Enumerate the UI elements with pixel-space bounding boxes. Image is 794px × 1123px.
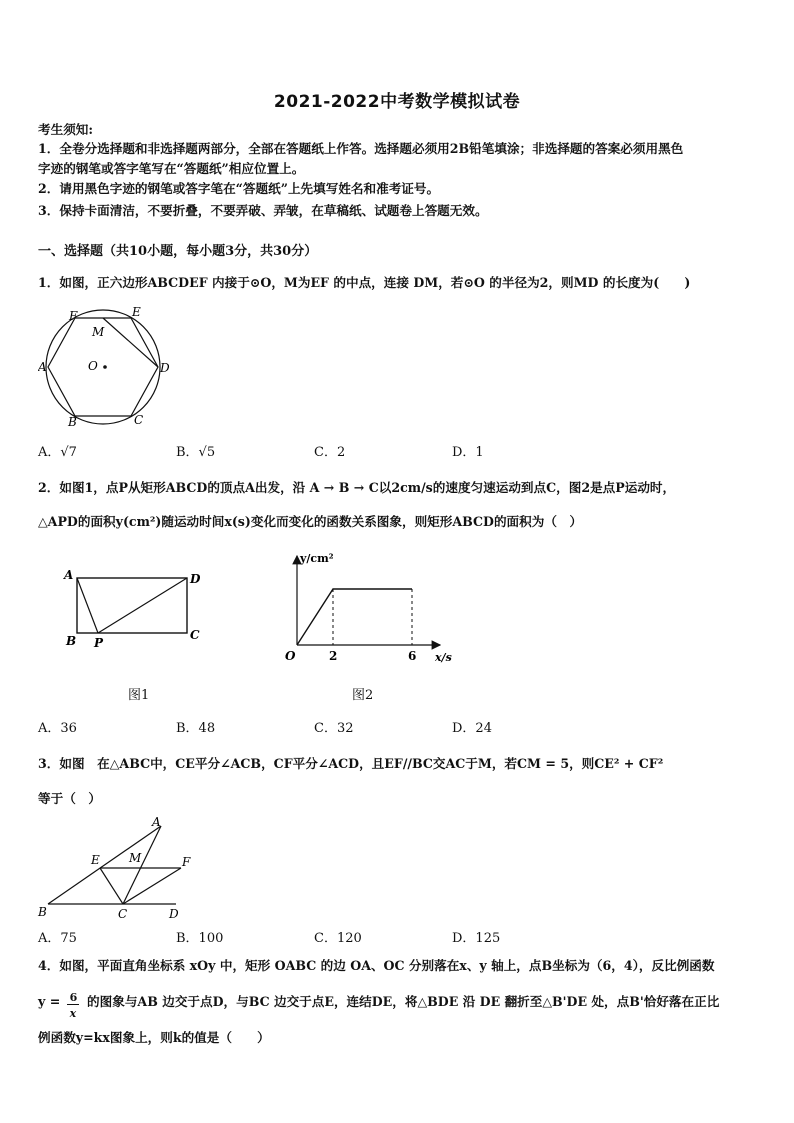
segment-EC — [100, 868, 123, 904]
label-O: O — [88, 359, 98, 373]
q4-stem-line2 — [38, 990, 720, 1020]
label-F: F — [69, 309, 78, 323]
notice-item-2: 2．请用黑色字迹的钢笔或答字笔在“答题纸”上先填写姓名和准考证号。 — [38, 181, 440, 196]
q1-choice-c[interactable]: C．2 — [314, 445, 346, 460]
label-A: A — [38, 360, 47, 374]
q3-label-M: M — [129, 851, 142, 865]
q4-frac-num: 6 — [69, 990, 78, 1004]
q2-choice-d[interactable]: D．24 — [452, 721, 492, 736]
q3-stem-line1: 3．如图 在△ABC中，CE平分∠ACB，CF平分∠ACD，且EF//BC交AC于M，若CM = 5，则CE² + CF² — [38, 756, 664, 771]
q3-stem-line2: 等于（ ） — [38, 791, 101, 806]
q4-frac-den: x — [69, 1006, 77, 1020]
q3-label-E: E — [91, 853, 100, 867]
tick-6: 6 — [408, 649, 417, 663]
page-title: 2021-2022中考数学模拟试卷 — [273, 92, 521, 112]
q2-figure1 — [60, 565, 210, 655]
q3-figure — [36, 812, 206, 924]
q3-label-A: A — [152, 815, 161, 829]
tick-2: 2 — [329, 649, 338, 663]
q3-label-C: C — [118, 907, 128, 921]
fig2-caption: 图2 — [352, 688, 374, 703]
y-axis-label: y/cm² — [300, 552, 334, 565]
label-B: B — [68, 415, 77, 429]
label-D: D — [160, 361, 170, 375]
q4-stem-line3: 例函数y=kx图象上，则k的值是（ ） — [38, 1030, 270, 1045]
segment-AP — [77, 578, 98, 633]
fig1-label-C: C — [190, 628, 200, 642]
fig1-label-A: A — [64, 568, 74, 582]
label-E: E — [132, 305, 141, 319]
fig1-label-P: P — [94, 636, 104, 650]
label-C: C — [134, 413, 144, 427]
fig1-label-B: B — [66, 634, 77, 648]
q2-stem-line2: △APD的面积y(cm²)随运动时间x(s)变化而变化的函数关系图象，则矩形ABCD的面积为（ ） — [38, 514, 583, 529]
q4-stem-line2-text: 的图象与AB 边交于点D，与BC 边交于点E，连结DE，将△BDE 沿 DE 翻折至△B'DE 处，点B'恰好落在正比 — [87, 994, 720, 1009]
q3-label-B: B — [38, 905, 47, 919]
x-axis-label: x/s — [435, 651, 452, 664]
q3-choice-b[interactable]: B．100 — [176, 931, 224, 946]
segment-PD — [98, 578, 187, 633]
graph-line — [297, 589, 412, 645]
q3-choice-a[interactable]: A．75 — [38, 931, 77, 946]
center-dot — [103, 365, 107, 369]
q2-figure2-graph — [280, 548, 470, 668]
notice-item-1-cont: 字迹的钢笔或答字笔写在“答题纸”相应位置上。 — [38, 161, 305, 176]
q2-choice-b[interactable]: B．48 — [176, 721, 216, 736]
segment-MD — [103, 318, 158, 367]
q3-label-D: D — [169, 907, 179, 921]
q3-choice-c[interactable]: C．120 — [314, 931, 362, 946]
notice-item-1: 1．全卷分选择题和非选择题两部分，全部在答题纸上作答。选择题必须用2B铅笔填涂；非选择题的答案必须用黑色 — [38, 141, 684, 156]
q1-choice-b[interactable]: B．√5 — [176, 445, 216, 460]
q4-stem-line1: 4．如图，平面直角坐标系 xOy 中，矩形 OABC 的边 OA、OC 分别落在x、y 轴上，点B坐标为（6，4），反比例函数 — [38, 958, 715, 973]
notice-heading: 考生须知: — [38, 122, 94, 137]
q1-choice-d[interactable]: D．1 — [452, 445, 484, 460]
origin-label: O — [285, 649, 296, 663]
q2-choice-c[interactable]: C．32 — [314, 721, 354, 736]
q3-label-F: F — [182, 855, 191, 869]
q1-choice-a[interactable]: A．√7 — [38, 445, 77, 460]
q4-y-equals: y = — [38, 994, 61, 1009]
notice-item-3: 3．保持卡面清洁，不要折叠，不要弄破、弄皱，在草稿纸、试题卷上答题无效。 — [38, 203, 488, 218]
q1-stem: 1．如图，正六边形ABCDEF 内接于⊙O，M为EF 的中点，连接 DM，若⊙O 的半径为2，则MD 的长度为( ) — [38, 275, 691, 290]
q3-choice-d[interactable]: D．125 — [452, 931, 501, 946]
segment-BA — [48, 826, 161, 904]
section-heading: 一、选择题（共10小题，每小题3分，共30分） — [38, 244, 318, 259]
rectangle-ABCD — [77, 578, 187, 633]
fig1-label-D: D — [190, 572, 201, 586]
q1-hexagon-figure — [38, 300, 178, 432]
q2-stem-line1: 2．如图1，点P从矩形ABCD的顶点A出发，沿 A → B → C以2cm/s的速度匀速运动到点C，图2是点P运动时， — [38, 480, 676, 495]
q2-choice-a[interactable]: A．36 — [38, 721, 77, 736]
fig1-caption: 图1 — [128, 688, 150, 703]
label-M: M — [92, 325, 105, 339]
